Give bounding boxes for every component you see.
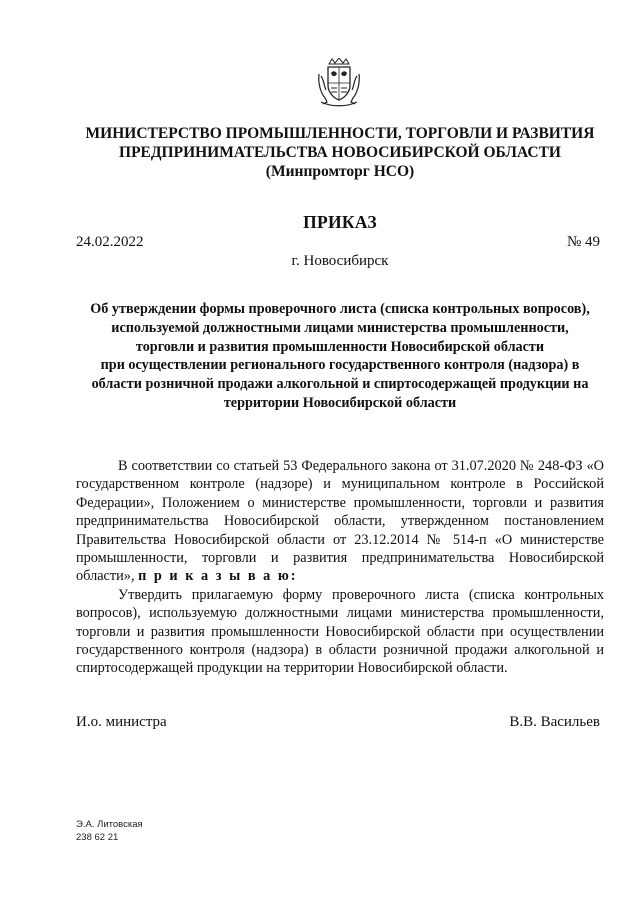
subject-line: территории Новосибирской области (223, 394, 457, 411)
order-city: г. Новосибирск (291, 253, 389, 269)
subject-line: Об утверждении формы проверочного листа (списка контрольных вопросов), (90, 301, 590, 317)
executor-info (76, 818, 143, 844)
signer-role: И.о. министра (76, 714, 167, 730)
coat-of-arms-icon (316, 58, 362, 108)
signer-name: В.В. Васильев (509, 714, 600, 730)
order-number: № 49 (566, 234, 600, 250)
preamble-text: В соответствии со статьей 53 Федерального закона от 31.07.2020 № 248-ФЗ «О государственном контроле (надзоре) и муниципальном контроле в Российской Федерации», Положением о министерстве промышленности, торговли и развития предпринимательства Новосибирской области, утвержденном постановлением Правительства Новосибирской области от 23.12.2014 № 514-п «О министерстве промышленности, торговли и развития предпринимательства Новосибирской области», (76, 458, 604, 585)
subject-line: при осуществлении регионального государственного контроля (надзора) в (100, 357, 580, 374)
ministry-name-line1: МИНИСТЕРСТВО ПРОМЫШЛЕННОСТИ, ТОРГОВЛИ И РАЗВИТИЯ (85, 125, 595, 142)
order-subject (60, 300, 620, 413)
executor-phone: 238 62 21 (76, 832, 119, 843)
ministry-header (60, 124, 620, 181)
order-date: 24.02.2022 (76, 234, 144, 250)
order-title: ПРИКАЗ (303, 212, 377, 232)
order-body (76, 457, 604, 678)
order-command: п р и к а з ы в а ю: (138, 568, 298, 585)
preamble-paragraph (76, 457, 604, 586)
subject-line: используемой должностными лицами министерства промышленности, (111, 319, 569, 336)
decision-paragraph: Утвердить прилагаемую форму проверочного листа (списка контрольных вопросов), используемую должностными лицами министерства промышленности, торговли и развития промышленности Новосибирской области при осуществлении государственного контроля (надзора) в области розничной продажи алкогольной и спиртосодержащей продукции на территории Новосибирской области. (76, 586, 604, 677)
ministry-short-name: (Минпромторг НСО) (265, 163, 415, 180)
subject-line: области розничной продажи алкогольной и спиртосодержащей продукции на (91, 376, 589, 393)
executor-name: Э.А. Литовская (76, 819, 143, 830)
ministry-name-line2: ПРЕДПРИНИМАТЕЛЬСТВА НОВОСИБИРСКОЙ ОБЛАСТИ (119, 144, 561, 161)
subject-line: торговли и развития промышленности Новосибирской области (135, 338, 545, 355)
